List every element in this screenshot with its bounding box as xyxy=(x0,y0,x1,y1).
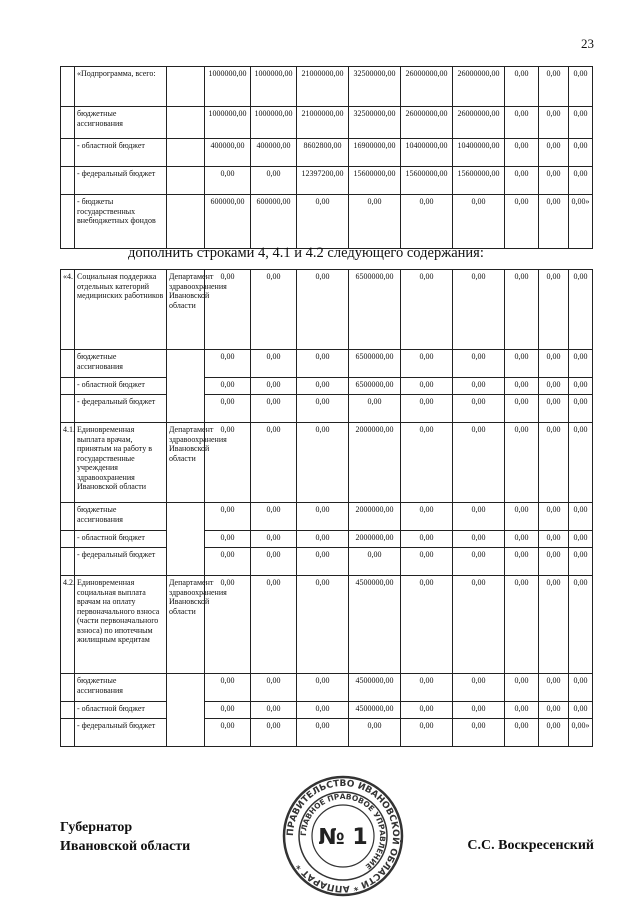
value-cell: 0,00 xyxy=(453,423,505,503)
value-cell: 0,00 xyxy=(453,378,505,395)
row-executor xyxy=(167,503,205,576)
value-cell: 10400000,00 xyxy=(401,139,453,167)
value-cell: 0,00 xyxy=(205,395,251,423)
value-cell: 0,00 xyxy=(539,270,569,350)
value-cell: 6500000,00 xyxy=(349,350,401,378)
value-cell: 0,00 xyxy=(569,702,593,719)
value-cell: 0,00 xyxy=(297,395,349,423)
value-cell: 0,00 xyxy=(453,719,505,747)
value-cell: 0,00 xyxy=(569,167,593,195)
value-cell: 600000,00 xyxy=(251,195,297,249)
value-cell: 0,00» xyxy=(569,195,593,249)
value-cell: 0,00 xyxy=(505,270,539,350)
value-cell: 2000000,00 xyxy=(349,423,401,503)
value-cell: 0,00 xyxy=(251,378,297,395)
value-cell: 1000000,00 xyxy=(251,107,297,139)
row-index: 4.1. xyxy=(61,423,75,503)
value-cell: 0,00 xyxy=(569,395,593,423)
value-cell: 10400000,00 xyxy=(453,139,505,167)
table-row xyxy=(61,719,593,747)
value-cell: 0,00 xyxy=(569,139,593,167)
value-cell: 0,00 xyxy=(505,719,539,747)
value-cell: 0,00 xyxy=(569,674,593,702)
value-cell: 1000000,00 xyxy=(205,67,251,107)
value-cell: 0,00 xyxy=(297,719,349,747)
value-cell: 0,00 xyxy=(539,674,569,702)
row-executor xyxy=(167,139,205,167)
value-cell: 0,00 xyxy=(453,350,505,378)
value-cell: 400000,00 xyxy=(205,139,251,167)
value-cell: 0,00 xyxy=(569,107,593,139)
table-row xyxy=(61,674,593,702)
row-executor xyxy=(167,674,205,747)
row-index xyxy=(61,378,75,395)
value-cell: 0,00 xyxy=(349,395,401,423)
table-row xyxy=(61,503,593,531)
row-index xyxy=(61,195,75,249)
row-label: - федеральный бюджет xyxy=(75,548,167,576)
value-cell: 0,00 xyxy=(297,423,349,503)
row-label: «Подпрограмма, всего: xyxy=(75,67,167,107)
row-index xyxy=(61,503,75,531)
value-cell: 16900000,00 xyxy=(349,139,401,167)
value-cell: 21000000,00 xyxy=(297,67,349,107)
value-cell: 0,00 xyxy=(205,350,251,378)
value-cell: 0,00 xyxy=(401,548,453,576)
value-cell: 1000000,00 xyxy=(205,107,251,139)
row-label: бюджетные ассигнования xyxy=(75,350,167,378)
value-cell: 0,00 xyxy=(539,195,569,249)
page-number: 23 xyxy=(581,36,594,51)
value-cell: 0,00 xyxy=(349,195,401,249)
row-label: бюджетные ассигнования xyxy=(75,674,167,702)
value-cell: 0,00 xyxy=(539,702,569,719)
table-row xyxy=(61,67,593,107)
row-label: бюджетные ассигнования xyxy=(75,503,167,531)
value-cell: 0,00 xyxy=(349,548,401,576)
value-cell: 0,00 xyxy=(505,167,539,195)
value-cell: 2000000,00 xyxy=(349,531,401,548)
value-cell: 0,00 xyxy=(569,503,593,531)
table-row xyxy=(61,350,593,378)
row-label: Единовременная социальная выплата врачам на оплату первоначального взноса (части первоначального взноса) по ипотечным жилищным кредитам xyxy=(75,576,167,674)
value-cell: 0,00 xyxy=(569,548,593,576)
value-cell: 0,00 xyxy=(401,576,453,674)
amendment-instruction: дополнить строками 4, 4.1 и 4.2 следующего содержания: xyxy=(128,245,484,261)
value-cell: 12397200,00 xyxy=(297,167,349,195)
value-cell: 0,00 xyxy=(505,67,539,107)
value-cell: 0,00 xyxy=(251,719,297,747)
value-cell: 0,00 xyxy=(453,674,505,702)
signature-title-line1: Губернатор xyxy=(60,820,133,835)
value-cell: 0,00 xyxy=(401,350,453,378)
row-label: Единовременная выплата врачам, принятым на работу в государственные учреждения здравоохранения Ивановской области xyxy=(75,423,167,503)
value-cell: 0,00 xyxy=(453,702,505,719)
table-row xyxy=(61,167,593,195)
value-cell: 0,00 xyxy=(539,719,569,747)
table-row xyxy=(61,702,593,719)
value-cell: 0,00 xyxy=(297,378,349,395)
value-cell: 0,00 xyxy=(453,548,505,576)
value-cell: 0,00 xyxy=(251,270,297,350)
signatory-name: С.С. Воскресенский xyxy=(467,838,594,853)
table-row xyxy=(61,195,593,249)
value-cell: 0,00 xyxy=(505,395,539,423)
row-executor: Департамент здравоохранения Ивановской области xyxy=(167,576,205,674)
value-cell: 0,00 xyxy=(569,576,593,674)
value-cell: 0,00 xyxy=(251,423,297,503)
value-cell: 0,00 xyxy=(505,195,539,249)
budget-table-medical-support xyxy=(60,269,593,747)
value-cell: 0,00 xyxy=(297,548,349,576)
table-row xyxy=(61,576,593,674)
table-row xyxy=(61,531,593,548)
value-cell: 0,00 xyxy=(539,67,569,107)
row-index xyxy=(61,674,75,702)
row-label: - федеральный бюджет xyxy=(75,395,167,423)
value-cell: 0,00 xyxy=(453,576,505,674)
row-label: бюджетные ассигнования xyxy=(75,107,167,139)
value-cell: 0,00 xyxy=(505,702,539,719)
value-cell: 0,00 xyxy=(205,378,251,395)
value-cell: 0,00 xyxy=(401,395,453,423)
row-index xyxy=(61,167,75,195)
official-seal xyxy=(282,775,404,897)
value-cell: 0,00 xyxy=(539,350,569,378)
row-executor: Департамент здравоохранения Ивановской области xyxy=(167,423,205,503)
value-cell: 0,00 xyxy=(539,423,569,503)
value-cell: 1000000,00 xyxy=(251,67,297,107)
value-cell: 0,00 xyxy=(505,674,539,702)
row-index xyxy=(61,531,75,548)
value-cell: 0,00 xyxy=(401,674,453,702)
value-cell: 0,00 xyxy=(401,531,453,548)
value-cell: 6500000,00 xyxy=(349,378,401,395)
value-cell: 0,00 xyxy=(505,423,539,503)
value-cell: 0,00 xyxy=(453,395,505,423)
value-cell: 26000000,00 xyxy=(401,107,453,139)
value-cell: 0,00 xyxy=(539,531,569,548)
value-cell: 0,00 xyxy=(205,548,251,576)
value-cell: 0,00 xyxy=(297,576,349,674)
row-index: «4. xyxy=(61,270,75,350)
row-executor xyxy=(167,67,205,107)
value-cell: 0,00» xyxy=(569,719,593,747)
row-index xyxy=(61,719,75,747)
value-cell: 0,00 xyxy=(205,423,251,503)
row-label: - областной бюджет xyxy=(75,378,167,395)
value-cell: 0,00 xyxy=(297,270,349,350)
row-index xyxy=(61,702,75,719)
row-label: - областной бюджет xyxy=(75,702,167,719)
value-cell: 0,00 xyxy=(349,719,401,747)
seal-outer-text: ПРАВИТЕЛЬСТВО ИВАНОВСКОЙ ОБЛАСТИ * АППАРАТ * xyxy=(285,778,401,894)
value-cell: 0,00 xyxy=(205,531,251,548)
table-row xyxy=(61,423,593,503)
value-cell: 0,00 xyxy=(505,139,539,167)
value-cell: 26000000,00 xyxy=(453,107,505,139)
value-cell: 0,00 xyxy=(505,548,539,576)
value-cell: 0,00 xyxy=(505,531,539,548)
value-cell: 0,00 xyxy=(251,395,297,423)
value-cell: 0,00 xyxy=(569,350,593,378)
row-label: - областной бюджет xyxy=(75,531,167,548)
value-cell: 0,00 xyxy=(251,576,297,674)
seal-center-number: № 1 xyxy=(318,825,368,850)
row-index xyxy=(61,350,75,378)
row-label: - бюджеты государственных внебюджетных фондов xyxy=(75,195,167,249)
value-cell: 4500000,00 xyxy=(349,674,401,702)
value-cell: 15600000,00 xyxy=(349,167,401,195)
row-label: Социальная поддержка отдельных категорий медицинских работников xyxy=(75,270,167,350)
seal-inner-text: ГЛАВНОЕ ПРАВОВОЕ УПРАВЛЕНИЕ xyxy=(298,791,388,872)
value-cell: 15600000,00 xyxy=(453,167,505,195)
value-cell: 0,00 xyxy=(401,719,453,747)
value-cell: 0,00 xyxy=(205,270,251,350)
value-cell: 0,00 xyxy=(205,702,251,719)
value-cell: 0,00 xyxy=(453,270,505,350)
value-cell: 0,00 xyxy=(505,576,539,674)
value-cell: 0,00 xyxy=(205,167,251,195)
value-cell: 0,00 xyxy=(401,195,453,249)
value-cell: 0,00 xyxy=(297,702,349,719)
value-cell: 26000000,00 xyxy=(453,67,505,107)
row-executor xyxy=(167,107,205,139)
table-row xyxy=(61,548,593,576)
value-cell: 0,00 xyxy=(505,350,539,378)
value-cell: 0,00 xyxy=(251,702,297,719)
value-cell: 32500000,00 xyxy=(349,107,401,139)
row-label: - федеральный бюджет xyxy=(75,719,167,747)
value-cell: 0,00 xyxy=(453,503,505,531)
row-index xyxy=(61,107,75,139)
value-cell: 0,00 xyxy=(539,548,569,576)
value-cell: 32500000,00 xyxy=(349,67,401,107)
value-cell: 0,00 xyxy=(251,503,297,531)
value-cell: 0,00 xyxy=(251,674,297,702)
value-cell: 0,00 xyxy=(205,576,251,674)
value-cell: 0,00 xyxy=(205,674,251,702)
value-cell: 0,00 xyxy=(401,270,453,350)
value-cell: 0,00 xyxy=(251,531,297,548)
value-cell: 0,00 xyxy=(569,531,593,548)
value-cell: 0,00 xyxy=(539,139,569,167)
value-cell: 0,00 xyxy=(205,719,251,747)
value-cell: 0,00 xyxy=(539,395,569,423)
value-cell: 0,00 xyxy=(401,378,453,395)
value-cell: 0,00 xyxy=(569,67,593,107)
value-cell: 0,00 xyxy=(251,167,297,195)
value-cell: 0,00 xyxy=(297,350,349,378)
value-cell: 0,00 xyxy=(505,503,539,531)
row-index xyxy=(61,548,75,576)
row-label: - областной бюджет xyxy=(75,139,167,167)
row-executor: Департамент здравоохранения Ивановской области xyxy=(167,270,205,350)
signature-title-line2: Ивановской области xyxy=(60,839,191,854)
value-cell: 4500000,00 xyxy=(349,576,401,674)
row-label: - федеральный бюджет xyxy=(75,167,167,195)
value-cell: 8602800,00 xyxy=(297,139,349,167)
value-cell: 0,00 xyxy=(297,674,349,702)
value-cell: 0,00 xyxy=(453,531,505,548)
table-row xyxy=(61,270,593,350)
budget-table-subprogram xyxy=(60,66,593,249)
value-cell: 0,00 xyxy=(251,350,297,378)
value-cell: 0,00 xyxy=(297,531,349,548)
value-cell: 0,00 xyxy=(539,167,569,195)
row-index xyxy=(61,395,75,423)
table-row xyxy=(61,139,593,167)
value-cell: 0,00 xyxy=(569,270,593,350)
value-cell: 0,00 xyxy=(401,702,453,719)
value-cell: 0,00 xyxy=(453,195,505,249)
value-cell: 0,00 xyxy=(297,503,349,531)
value-cell: 0,00 xyxy=(539,503,569,531)
row-index: 4.2. xyxy=(61,576,75,674)
value-cell: 6500000,00 xyxy=(349,270,401,350)
value-cell: 400000,00 xyxy=(251,139,297,167)
value-cell: 0,00 xyxy=(205,503,251,531)
row-executor xyxy=(167,195,205,249)
value-cell: 0,00 xyxy=(539,107,569,139)
value-cell: 0,00 xyxy=(505,378,539,395)
value-cell: 4500000,00 xyxy=(349,702,401,719)
signature-title xyxy=(60,818,190,856)
value-cell: 0,00 xyxy=(401,423,453,503)
value-cell: 2000000,00 xyxy=(349,503,401,531)
value-cell: 0,00 xyxy=(401,503,453,531)
table-row xyxy=(61,378,593,395)
value-cell: 15600000,00 xyxy=(401,167,453,195)
value-cell: 0,00 xyxy=(297,195,349,249)
row-index xyxy=(61,67,75,107)
row-executor xyxy=(167,167,205,195)
value-cell: 600000,00 xyxy=(205,195,251,249)
value-cell: 0,00 xyxy=(569,378,593,395)
value-cell: 0,00 xyxy=(539,576,569,674)
value-cell: 26000000,00 xyxy=(401,67,453,107)
row-executor xyxy=(167,350,205,423)
value-cell: 0,00 xyxy=(505,107,539,139)
row-index xyxy=(61,139,75,167)
table-row xyxy=(61,107,593,139)
value-cell: 0,00 xyxy=(569,423,593,503)
value-cell: 0,00 xyxy=(251,548,297,576)
table-row xyxy=(61,395,593,423)
value-cell: 21000000,00 xyxy=(297,107,349,139)
value-cell: 0,00 xyxy=(539,378,569,395)
